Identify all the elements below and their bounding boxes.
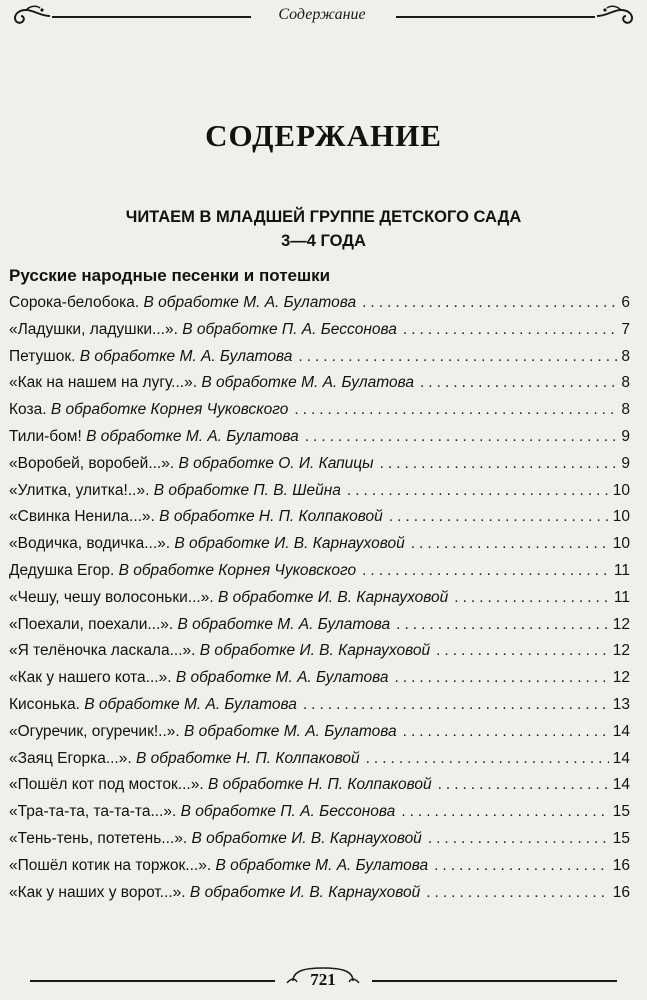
subsection-title: Русские народные песенки и потешки bbox=[9, 266, 331, 285]
toc-entry[interactable] bbox=[9, 482, 630, 509]
toc-entry-page: 10 bbox=[612, 481, 630, 499]
toc-entry-title: Дедушка Егор. bbox=[9, 561, 115, 579]
toc-entry-title: Сорока-белобока. bbox=[9, 294, 140, 311]
toc-entry-title: «Тра-та-та, та-та-та...». bbox=[9, 803, 177, 821]
toc-entry-note: В обработке М. А. Булатова bbox=[177, 615, 391, 633]
dot-leader bbox=[411, 535, 609, 553]
toc-list bbox=[9, 294, 630, 910]
toc-entry-note: В обработке М. А. Булатова bbox=[184, 722, 397, 740]
dot-leader bbox=[380, 455, 618, 473]
toc-entry-note: В обработке М. А. Булатова bbox=[79, 347, 293, 365]
toc-entry-page: 8 bbox=[621, 374, 630, 392]
toc-entry-page: 10 bbox=[612, 535, 630, 553]
toc-entry-page: 8 bbox=[621, 347, 630, 365]
dot-leader bbox=[436, 642, 609, 660]
dot-leader bbox=[426, 884, 609, 902]
toc-entry[interactable] bbox=[9, 884, 630, 911]
toc-entry[interactable] bbox=[9, 321, 630, 348]
toc-entry[interactable] bbox=[9, 535, 630, 562]
toc-entry[interactable] bbox=[9, 294, 630, 321]
toc-entry-note: В обработке Корнея Чуковского bbox=[118, 561, 357, 579]
toc-entry-page: 14 bbox=[612, 722, 630, 740]
toc-entry[interactable] bbox=[9, 642, 630, 669]
toc-entry[interactable] bbox=[9, 696, 630, 723]
toc-entry[interactable] bbox=[9, 428, 630, 455]
toc-entry-page: 9 bbox=[621, 427, 630, 445]
dot-leader bbox=[362, 562, 610, 580]
header-rule-left bbox=[52, 16, 251, 18]
toc-entry[interactable] bbox=[9, 776, 630, 803]
dot-leader bbox=[303, 696, 609, 714]
toc-entry-page: 15 bbox=[612, 829, 630, 847]
dot-leader bbox=[403, 321, 617, 339]
toc-entry-title: «Воробей, воробей...». bbox=[9, 454, 175, 472]
page-footer bbox=[0, 960, 647, 1000]
dot-leader bbox=[362, 294, 617, 312]
dot-leader bbox=[389, 508, 609, 526]
dot-leader bbox=[401, 803, 608, 821]
toc-entry-title: «Огуречик, огуречик!..». bbox=[9, 722, 180, 740]
toc-entry-title: «Свинка Ненила...». bbox=[9, 508, 155, 526]
dot-leader bbox=[396, 616, 609, 634]
footer-rule-right bbox=[372, 980, 617, 982]
toc-entry-note: В обработке П. А. Бессонова bbox=[180, 803, 396, 821]
toc-entry-page: 16 bbox=[612, 883, 630, 901]
toc-entry[interactable] bbox=[9, 750, 630, 777]
toc-entry-title: Кисонька. bbox=[9, 695, 80, 713]
toc-entry[interactable] bbox=[9, 374, 630, 401]
dot-leader bbox=[420, 374, 617, 392]
toc-entry-note: В обработке И. В. Карнауховой bbox=[191, 829, 422, 847]
toc-entry[interactable] bbox=[9, 348, 630, 375]
toc-entry[interactable] bbox=[9, 562, 630, 589]
header-rule-right bbox=[396, 16, 595, 18]
section-title-line-2: 3—4 ГОДА bbox=[281, 232, 366, 250]
toc-entry[interactable] bbox=[9, 616, 630, 643]
dot-leader bbox=[366, 750, 609, 768]
toc-entry-note: В обработке И. В. Карнауховой bbox=[174, 535, 405, 553]
toc-entry-note: В обработке О. И. Капицы bbox=[178, 454, 374, 472]
toc-entry-page: 14 bbox=[612, 749, 630, 767]
toc-entry-page: 7 bbox=[621, 320, 630, 338]
toc-entry-note: В обработке М. А. Булатова bbox=[215, 856, 429, 874]
toc-entry-page: 14 bbox=[612, 776, 630, 794]
toc-entry-page: 16 bbox=[612, 856, 630, 874]
toc-entry-note: В обработке Н. П. Колпаковой bbox=[135, 749, 360, 767]
dot-leader bbox=[454, 589, 610, 607]
toc-entry-page: 12 bbox=[612, 669, 630, 687]
toc-entry[interactable] bbox=[9, 455, 630, 482]
dot-leader bbox=[434, 857, 609, 875]
toc-entry-note: В обработке И. В. Карнауховой bbox=[189, 883, 421, 901]
toc-entry[interactable] bbox=[9, 857, 630, 884]
toc-entry-page: 13 bbox=[612, 695, 630, 713]
toc-entry-note: В обработке П. В. Шейна bbox=[153, 481, 341, 499]
footer-rule-left bbox=[30, 980, 275, 982]
toc-entry-page: 8 bbox=[621, 401, 630, 419]
toc-entry-title: Коза. bbox=[9, 401, 47, 419]
toc-entry-page: 11 bbox=[613, 561, 630, 579]
dot-leader bbox=[305, 428, 618, 446]
toc-entry-note: В обработке Корнея Чуковского bbox=[50, 401, 289, 419]
toc-entry-title: «Чешу, чешу волосоньки...». bbox=[9, 588, 214, 606]
toc-entry-page: 15 bbox=[612, 803, 630, 821]
section-title-line-1: ЧИТАЕМ В МЛАДШЕЙ ГРУППЕ ДЕТСКОГО САДА bbox=[125, 208, 522, 226]
running-header bbox=[12, 0, 635, 32]
toc-entry-title: Петушок. bbox=[9, 347, 76, 365]
toc-entry[interactable] bbox=[9, 589, 630, 616]
toc-entry-title: «Водичка, водичка...». bbox=[9, 535, 171, 553]
toc-entry[interactable] bbox=[9, 803, 630, 830]
toc-entry-note: В обработке И. В. Карнауховой bbox=[199, 642, 431, 660]
toc-entry-page: 9 bbox=[621, 454, 630, 472]
page-title: СОДЕРЖАНИЕ bbox=[205, 118, 442, 153]
toc-entry-page: 12 bbox=[612, 642, 630, 660]
toc-entry-note: В обработке М. А. Булатова bbox=[175, 669, 389, 687]
toc-entry-note: В обработке М. А. Булатова bbox=[84, 695, 297, 713]
toc-entry-title: «Я телёночка ласкала...». bbox=[9, 642, 196, 660]
toc-entry[interactable] bbox=[9, 669, 630, 696]
toc-entry-note: В обработке Н. П. Колпаковой bbox=[159, 508, 383, 526]
toc-entry-note: В обработке М. А. Булатова bbox=[201, 374, 414, 392]
toc-entry[interactable] bbox=[9, 723, 630, 750]
toc-entry-title: «Поехали, поехали...». bbox=[9, 615, 174, 633]
toc-entry-note: В обработке Н. П. Колпаковой bbox=[207, 776, 432, 794]
flourish-ornament-icon bbox=[595, 2, 635, 28]
dot-leader bbox=[438, 776, 609, 794]
toc-entry-page: 11 bbox=[613, 588, 630, 606]
toc-entry-note: В обработке П. А. Бессонова bbox=[182, 320, 397, 338]
toc-entry-title: «Как у нашего кота...». bbox=[9, 669, 172, 687]
dot-leader bbox=[294, 401, 617, 419]
header-title: Содержание bbox=[278, 6, 366, 23]
toc-entry-title: «Тень-тень, потетень...». bbox=[9, 829, 188, 847]
toc-entry-page: 10 bbox=[612, 508, 630, 526]
page-number: 721 bbox=[310, 970, 336, 989]
dot-leader bbox=[428, 830, 609, 848]
toc-entry-note: В обработке И. В. Карнауховой bbox=[217, 588, 449, 606]
toc-entry-title: «Пошёл кот под мосток...». bbox=[9, 776, 204, 794]
dot-leader bbox=[394, 669, 608, 687]
toc-entry[interactable] bbox=[9, 401, 630, 428]
toc-entry-title: «Как на нашем на лугу...». bbox=[9, 374, 198, 392]
toc-entry-title: «Улитка, улитка!..». bbox=[9, 481, 150, 499]
section-title bbox=[0, 205, 647, 253]
toc-entry-title: «Ладушки, ладушки...». bbox=[9, 320, 178, 338]
toc-entry[interactable] bbox=[9, 830, 630, 857]
toc-entry-title: Тили-бом! bbox=[9, 427, 82, 445]
toc-entry-title: «Заяц Егорка...». bbox=[9, 749, 132, 767]
dot-leader bbox=[403, 723, 609, 741]
toc-entry-note: В обработке М. А. Булатова bbox=[143, 294, 357, 311]
dot-leader bbox=[347, 482, 609, 500]
toc-entry[interactable] bbox=[9, 508, 630, 535]
toc-entry-note: В обработке М. А. Булатова bbox=[86, 427, 299, 445]
toc-entry-title: «Как у наших у ворот...». bbox=[9, 883, 186, 901]
flourish-ornament-icon bbox=[12, 2, 52, 28]
toc-entry-title: «Пошёл котик на торжок...». bbox=[9, 856, 212, 874]
toc-entry-page: 6 bbox=[621, 294, 630, 311]
toc-entry-page: 12 bbox=[612, 615, 630, 633]
dot-leader bbox=[298, 348, 617, 366]
